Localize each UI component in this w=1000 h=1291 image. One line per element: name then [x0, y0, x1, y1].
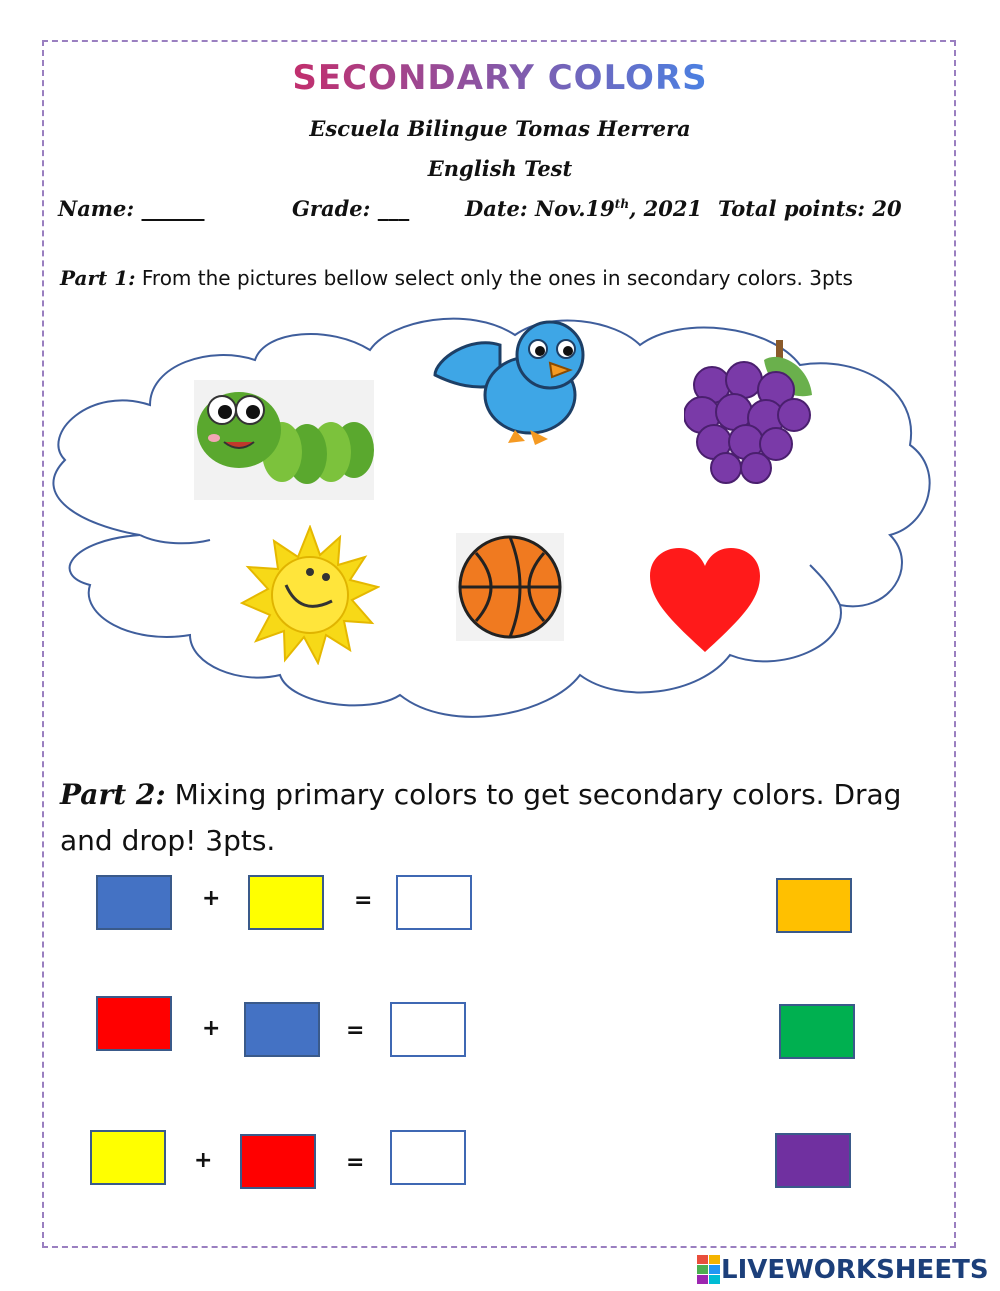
date-prefix: Date: Nov.19	[465, 196, 615, 221]
test-name: English Test	[427, 156, 573, 181]
lws-logo-icon	[697, 1255, 721, 1285]
liveworksheets-logo[interactable]	[697, 1254, 989, 1286]
caterpillar-icon[interactable]	[194, 380, 374, 500]
primary-color-box	[240, 1134, 316, 1189]
primary-color-box	[96, 875, 172, 930]
total-points: Total points: 20	[718, 196, 902, 221]
grapes-icon[interactable]	[684, 340, 814, 490]
equals-sign: =	[346, 1150, 365, 1175]
equals-sign: =	[354, 888, 373, 913]
part1-text: From the pictures bellow select only the ones in secondary colors. 3pts	[135, 266, 853, 290]
page-title: SECONDARY COLORS	[0, 58, 1000, 98]
primary-color-box	[96, 996, 172, 1051]
drop-target-box[interactable]	[396, 875, 472, 930]
equals-sign: =	[346, 1018, 365, 1043]
sun-icon[interactable]	[240, 525, 380, 665]
primary-color-box	[248, 875, 324, 930]
drop-target-box[interactable]	[390, 1002, 466, 1057]
primary-color-box	[244, 1002, 320, 1057]
draggable-green-box[interactable]	[779, 1004, 855, 1059]
primary-color-box	[90, 1130, 166, 1185]
part1-instructions	[60, 266, 853, 290]
bird-icon[interactable]	[430, 315, 590, 455]
part2-instructions	[60, 772, 920, 864]
date-suffix: , 2021	[629, 196, 703, 221]
plus-sign: +	[202, 1016, 221, 1041]
plus-sign: +	[202, 886, 221, 911]
grade-field: Grade: ___	[292, 196, 410, 221]
draggable-purple-box[interactable]	[775, 1133, 851, 1188]
school-name: Escuela Bilingue Tomas Herrera	[309, 116, 691, 141]
draggable-orange-box[interactable]	[776, 878, 852, 933]
lws-logo-text: LIVEWORKSHEETS	[721, 1255, 989, 1285]
date-sup: th	[614, 197, 630, 211]
drop-target-box[interactable]	[390, 1130, 466, 1185]
part2-label: Part 2:	[60, 778, 166, 811]
heart-icon[interactable]	[650, 548, 760, 654]
plus-sign: +	[194, 1148, 213, 1173]
part1-label: Part 1:	[60, 266, 136, 290]
name-field: Name: ______	[58, 196, 205, 221]
date-field	[465, 196, 702, 221]
part2-text: Mixing primary colors to get secondary colors. Drag and drop! 3pts.	[60, 778, 902, 857]
basketball-icon[interactable]	[456, 533, 564, 641]
